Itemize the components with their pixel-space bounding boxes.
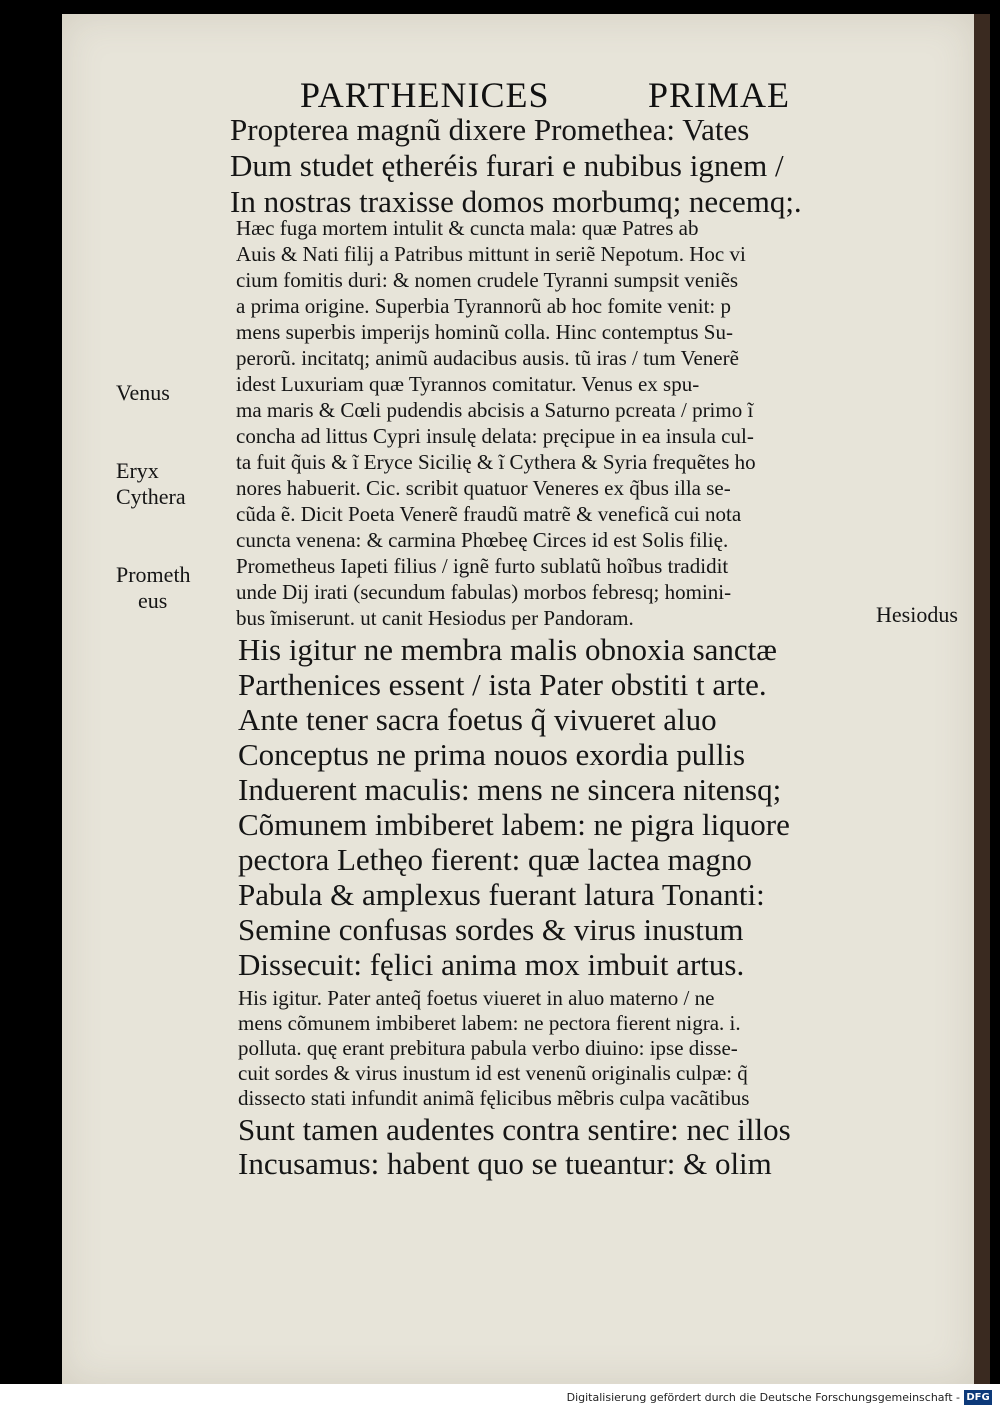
verse-line: Dissecuit: fęlici anima mox imbuit artus.: [238, 947, 745, 982]
verse-line: Induerent maculis: mens ne sincera nitensq;: [238, 772, 782, 807]
commentary-line: concha ad littus Cypri insulę delata: pręcipue in ea insula cul-: [236, 424, 754, 448]
commentary-line: cium fomitis duri: & nomen crudele Tyranni sumpsit veniẽs: [236, 268, 739, 292]
verse-line: Incusamus: habent quo se tueantur: & olim: [238, 1146, 772, 1181]
verse-line: Dum studet ętheréis furari e nubibus ignem /: [230, 148, 784, 183]
running-header-right: PRIMAE: [648, 75, 791, 115]
verse-line: pectora Lethęo fierent: quæ lactea magno: [238, 842, 752, 877]
commentary-line: ta fuit q̃uis & ĩ Eryce Sicilię & ĩ Cythera & Syria frequẽtes ho: [236, 450, 756, 474]
verse-line: Parthenices essent / ista Pater obstiti t arte.: [238, 667, 767, 702]
commentary-line: cuit sordes & virus inustum id est venenũ originalis culpæ: q̃: [238, 1061, 748, 1085]
commentary-line: perorũ. incitatq; animũ audacibus ausis. tũ iras / tum Venerẽ: [236, 346, 739, 370]
funding-notice: Digitalisierung gefördert durch die Deutsche Forschungsgemeinschaft -: [566, 1391, 960, 1404]
commentary-line: Auis & Nati filij a Patribus mittunt in seriẽ Nepotum. Hoc vi: [236, 242, 746, 266]
verse-line: His igitur ne membra malis obnoxia sanctæ: [238, 632, 777, 667]
commentary-line: mens cõmunem imbiberet labem: ne pectora fierent nigra. i.: [238, 1011, 741, 1035]
margin-note-venus: Venus: [116, 380, 170, 405]
commentary-line: His igitur. Pater anteq̃ foetus viueret in aluo materno / ne: [238, 986, 715, 1010]
commentary-line: nores habuerit. Cic. scribit quatuor Veneres ex q̃bus illa se-: [236, 476, 731, 500]
verse-line: Cõmunem imbiberet labem: ne pigra liquore: [238, 807, 790, 842]
commentary-line: unde Dij irati (secundum fabulas) morbos febresq; homini-: [236, 580, 732, 604]
verse-line: Propterea magnũ dixere Promethea: Vates: [230, 112, 750, 147]
verse-line: Sunt tamen audentes contra sentire: nec illos: [238, 1112, 791, 1147]
verse-line: Conceptus ne prima nouos exordia pullis: [238, 737, 746, 772]
margin-note-cythera: Cythera: [116, 484, 186, 509]
running-header-left: PARTHENICES: [300, 75, 550, 115]
dfg-logo: DFG: [964, 1390, 992, 1405]
page-edge: [974, 14, 990, 1384]
verse-line: In nostras traxisse domos morbumq; necemq;.: [230, 184, 802, 219]
margin-note-hesiodus: Hesiodus: [876, 602, 958, 627]
footer-bar: [0, 1384, 1000, 1412]
commentary-line: polluta. quę erant prebitura pabula verbo diuino: ipse disse-: [238, 1036, 738, 1060]
verse-line: Ante tener sacra foetus q̃ vivueret aluo: [238, 702, 717, 737]
commentary-line: dissecto stati infundit animã fęlicibus mẽbris culpa vacãtibus: [238, 1086, 750, 1110]
commentary-line: Prometheus Iapeti filius / ignẽ furto sublatũ hoĩbus tradidit: [236, 554, 729, 578]
verse-line: Pabula & amplexus fuerant latura Tonanti:: [238, 877, 765, 912]
commentary-line: ma maris & Cœli pudendis abcisis a Saturno pcreata / primo ĩ: [236, 398, 754, 422]
commentary-line: idest Luxuriam quæ Tyrannos comitatur. Venus ex spu-: [236, 372, 700, 396]
commentary-line: cuncta venena: & carmina Phœbeę Circes id est Solis filię.: [236, 528, 729, 552]
margin-note-eus: eus: [138, 588, 168, 613]
verse-line: Semine confusas sordes & virus inustum: [238, 912, 744, 947]
commentary-line: cũda ẽ. Dicit Poeta Venerẽ fraudũ matrẽ & veneficã cui nota: [236, 502, 742, 526]
margin-note-eryx: Eryx: [116, 458, 159, 483]
margin-note-prometh: Prometh: [116, 562, 191, 587]
commentary-line: a prima origine. Superbia Tyrannorũ ab hoc fomite venit: p: [236, 294, 732, 318]
commentary-line: bus ĩmiserunt. ut canit Hesiodus per Pandoram.: [236, 606, 634, 630]
commentary-line: mens superbis imperijs hominũ colla. Hinc contemptus Su-: [236, 320, 733, 344]
commentary-line: Hæc fuga mortem intulit & cuncta mala: quæ Patres ab: [236, 216, 699, 240]
